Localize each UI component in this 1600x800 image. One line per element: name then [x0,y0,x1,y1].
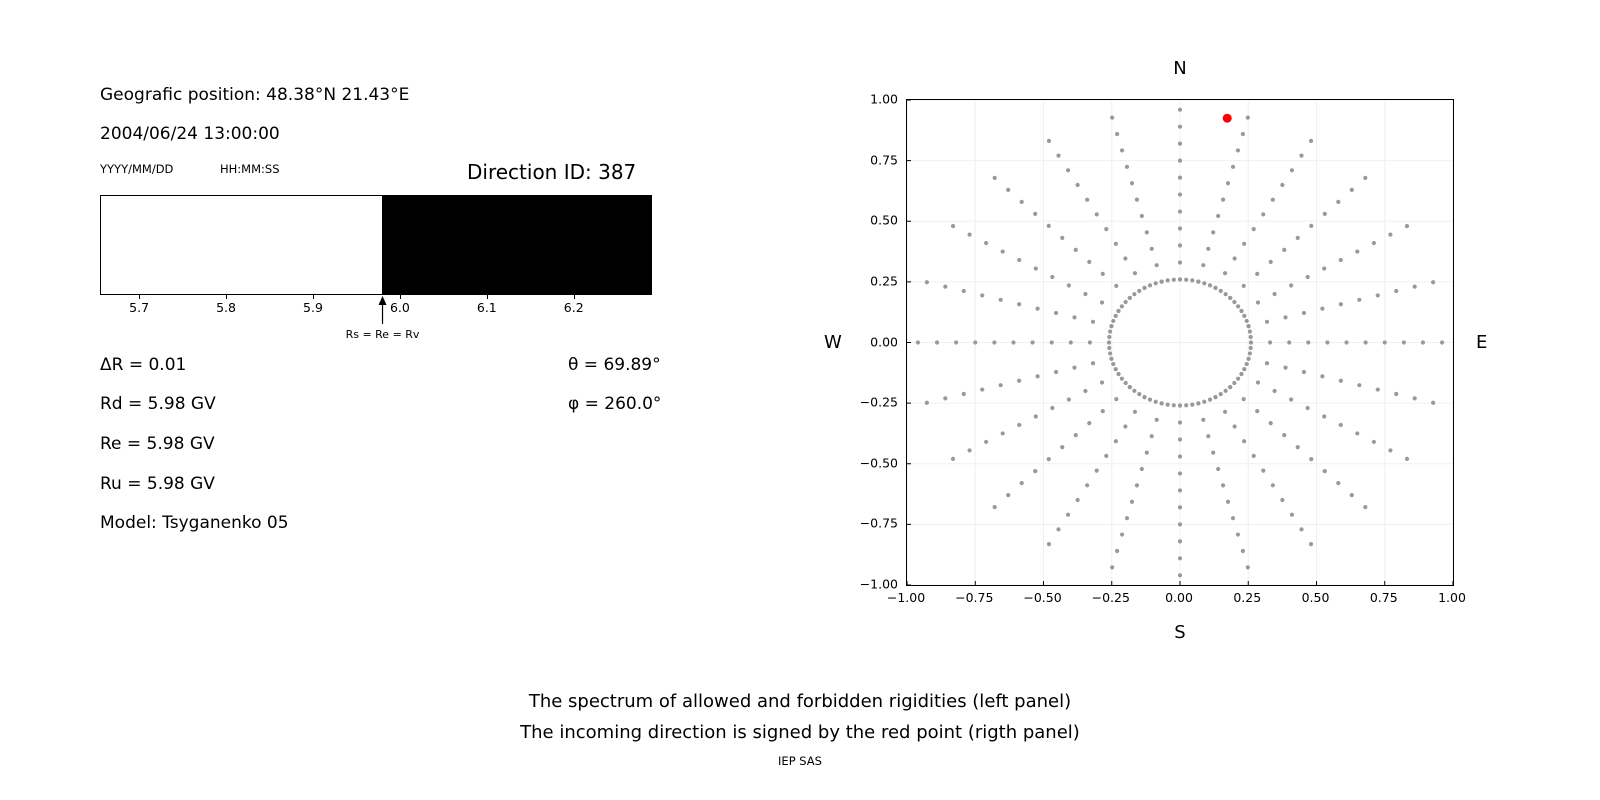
figure-caption [0,686,1600,748]
skymap-ytick-label: −0.50 [859,455,898,471]
skymap-xtick-label: −1.00 [886,590,926,605]
skymap-ytick-label: 0.25 [870,273,898,289]
compass-east-label: E [1476,332,1488,353]
param-ru: Ru = 5.98 GV [100,474,215,494]
spectrum-xtick-label: 5.7 [129,300,150,315]
spectrum-xtick-label: 5.9 [303,300,323,315]
cutoff-arrow-annotation [100,296,652,346]
caption-line-1: The spectrum of allowed and forbidden rigidities (left panel) [528,691,1072,712]
spectrum-segment-allowed [101,196,382,294]
spectrum-xtick-label: 6.0 [389,300,410,315]
param-theta: θ = 69.89° [568,355,661,375]
left-panel [0,0,720,660]
direction-id-text: Direction ID: 387 [467,160,637,184]
compass-south-label: S [1174,622,1186,643]
skymap-xtick-label: −0.25 [1091,590,1130,605]
spectrum-xtick-label: 6.2 [563,300,584,315]
param-re: Re = 5.98 GV [100,434,215,454]
skymap-ytick-label: 1.00 [870,91,898,107]
caption-line-2: The incoming direction is signed by the red point (rigth panel) [520,722,1080,743]
compass-north-label: N [1173,58,1187,79]
datetime-text: 2004/06/24 13:00:00 [100,124,280,144]
skymap-xtick-label: 0.25 [1233,590,1262,605]
skymap-xtick-label: 0.75 [1369,590,1398,605]
rigidity-spectrum-bar [100,195,652,295]
selected-direction-marker [1223,114,1232,123]
skymap-ytick-label: −0.75 [859,515,898,531]
compass-west-label: W [824,332,842,353]
spectrum-xtick-label: 6.1 [476,300,497,315]
skymap-ytick-label: 0.00 [870,334,898,349]
skymap-ytick-label: −0.25 [859,394,898,410]
sky-map-plot-area [906,99,1454,586]
geographic-position-text: Geografic position: 48.38°N 21.43°E [100,85,410,105]
rigidity-spectrum-chart [100,195,652,295]
spectrum-segment-forbidden [382,196,652,294]
skymap-xtick-label: −0.75 [955,590,994,605]
cutoff-arrow-label: Rs = Re = Rv [345,328,420,341]
skymap-xtick-label: 1.00 [1438,590,1466,605]
param-delta-r: ΔR = 0.01 [100,355,187,375]
param-model: Model: Tsyganenko 05 [100,513,289,533]
skymap-ytick-label: 0.50 [870,212,898,228]
date-format-hint: YYYY/MM/DD [100,162,174,176]
skymap-ytick-label: 0.75 [870,152,898,168]
skymap-ytick-label: −1.00 [859,576,898,592]
spectrum-xtick-label: 5.8 [216,300,236,315]
skymap-xtick-label: −0.50 [1023,590,1062,605]
param-phi: φ = 260.0° [568,394,662,414]
skymap-xtick-label: 0.50 [1301,590,1330,605]
right-panel [800,0,1600,660]
time-format-hint: HH:MM:SS [220,162,280,176]
footer-credit: IEP SAS [778,754,822,768]
skymap-xtick-label: 0.00 [1165,590,1193,605]
param-rd: Rd = 5.98 GV [100,394,216,414]
